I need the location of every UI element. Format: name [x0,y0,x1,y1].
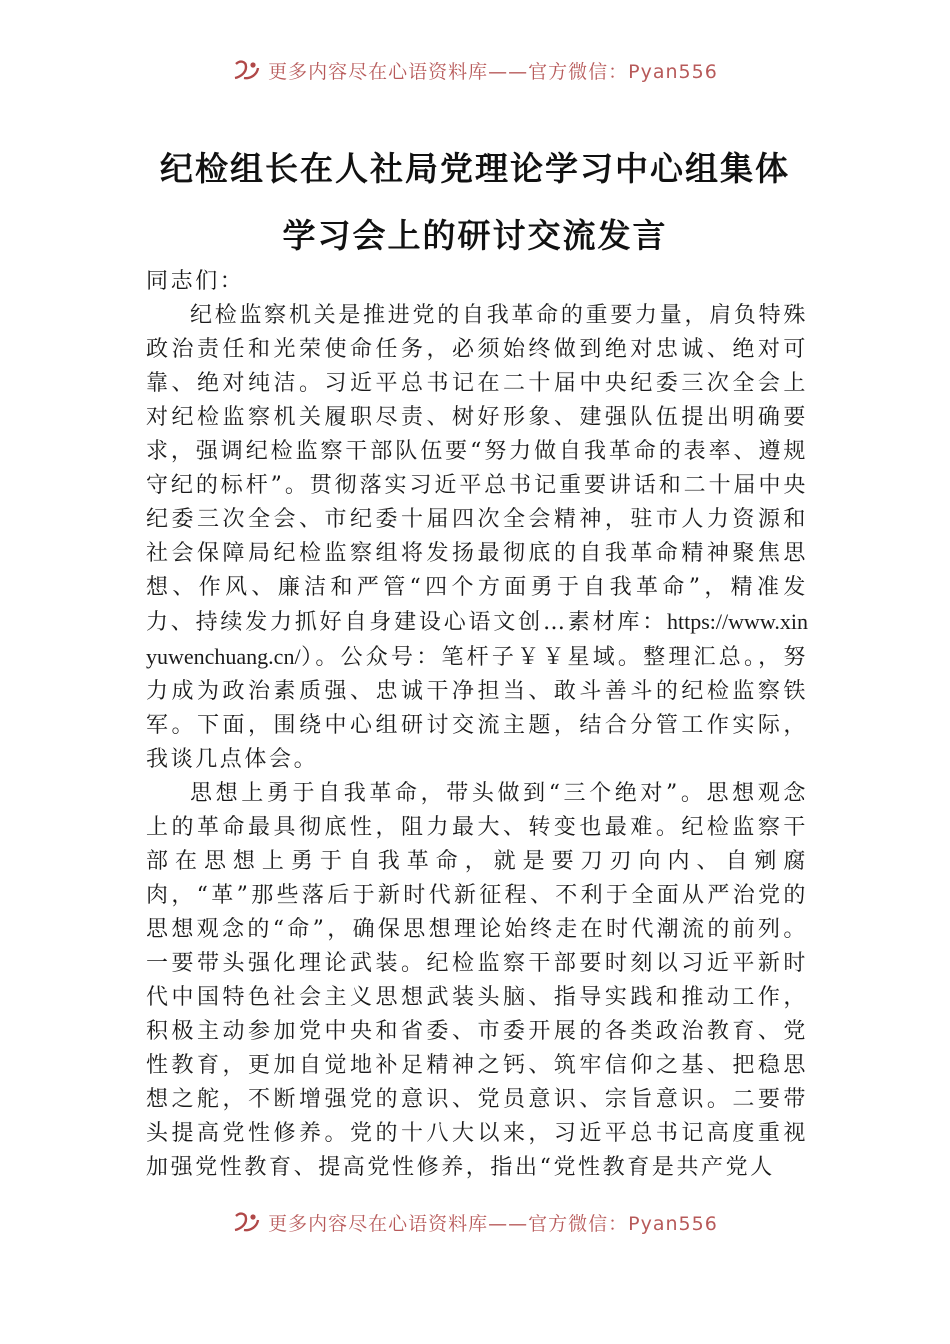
watermark-text: 更多内容尽在心语资料库——官方微信：Pyan556 [268,1212,718,1235]
paragraph-1-url: https://www.xinyuwenchuang.cn/ [146,609,808,669]
document-title-line-2: 学习会上的研讨交流发言 [282,216,668,255]
watermark-logo-icon [232,58,262,82]
watermark-logo-icon [232,1210,262,1234]
document-body [146,265,808,1185]
paragraph-2: 思想上勇于自我革命，带头做到“三个绝对”。思想观念上的革命最具彻底性，阻力最大、转变也最难。纪检监察干部在思想上勇于自我革命，就是要刀刃向内、自剜腐肉，“革”那些落后于新时代新征程、不利于全面从严治党的思想观念的“命”，确保思想理论始终走在时代潮流的前列。一要带头强化理论武装。纪检监察干部要时刻以习近平新时代中国特色社会主义思想武装头脑、指导实践和推动工作，积极主动参加党中央和省委、市委开展的各类政治教育、党性教育，更加自觉地补足精神之钙、筑牢信仰之基、把稳思想之舵，不断增强党的意识、党员意识、宗旨意识。二要带头提高党性修养。党的十八大以来，习近平总书记高度重视加强党性教育、提高党性修养，指出“党性教育是共产党人 [146,781,808,1180]
watermark-footer [0,1207,950,1237]
paragraph-1-text-a: 纪检监察机关是推进党的自我革命的重要力量，肩负特殊政治责任和光荣使命任务，必须始终做到绝对忠诚、绝对可靠、绝对纯洁。习近平总书记在二十届中央纪委三次全会上对纪检监察机关履职尽责、树好形象、建强队伍提出明确要求，强调纪检监察干部队伍要“努力做自我革命的表率、遵规守纪的标杆”。贯彻落实习近平总书记重要讲话和二十届中央纪委三次全会、市纪委十届四次全会精神，驻市人力资源和社会保障局纪检监察组将发扬最彻底的自我革命精神聚焦思想、作风、廉洁和严管“四个方面勇于自我革命”，精准发力、持续发力抓好自身建设心语文创…素材库： [146,303,808,635]
watermark-header [0,55,950,85]
watermark-text: 更多内容尽在心语资料库——官方微信：Pyan556 [268,60,718,83]
paragraph-1-text-b: ）。公众号：笔杆子￥￥星域。整理汇总。，努力成为政治素质强、忠诚干净担当、敢斗善斗的纪检监察铁军。下面，围绕中心组研讨交流主题，结合分管工作实际，我谈几点体会。 [146,645,808,772]
salutation: 同志们： [146,269,245,294]
document-title-line-1: 纪检组长在人社局党理论学习中心组集体 [160,149,790,188]
paragraph-1 [146,299,808,777]
